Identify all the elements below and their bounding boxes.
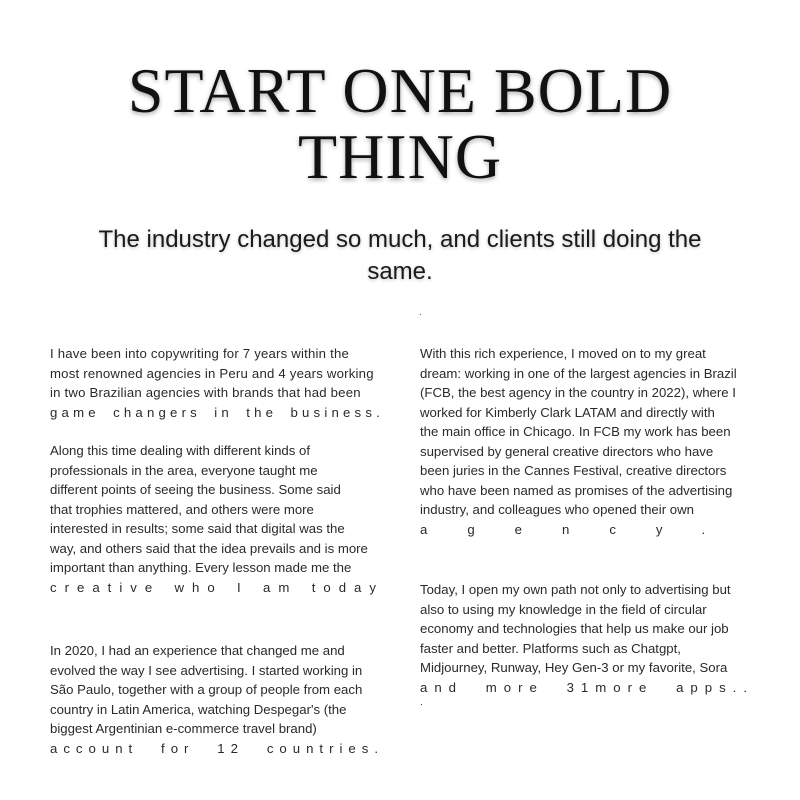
text-line: been juries in the Cannes Festival, creative directors <box>420 463 727 478</box>
trailing-dot: . <box>420 697 423 708</box>
text-line: Midjourney, Runway, Hey Gen-3 or my favorite, Sora <box>420 660 728 675</box>
text-line: also to using my knowledge in the field of circular <box>420 601 707 617</box>
text-line: agency. <box>420 521 746 537</box>
text-line: industry, and colleagues who opened their own <box>420 502 694 517</box>
text-line: that trophies mattered, and others were more <box>50 501 314 517</box>
separator-dot: . <box>419 307 422 318</box>
text-line: supervised by general creative directors who have <box>420 443 714 459</box>
text-line: I have been into copywriting for 7 years within the <box>50 346 350 361</box>
right-column <box>420 344 754 539</box>
page-title <box>0 55 800 192</box>
text-line: worked for Kimberly Clark LATAM and directly with <box>420 404 715 420</box>
text-line: who have been named as promises of the advertising <box>420 482 733 498</box>
left-paragraph-1 <box>50 344 384 403</box>
text-line: Along this time dealing with different kinds of <box>50 443 310 458</box>
text-line: São Paulo, together with a group of people from each <box>50 682 363 697</box>
left-column <box>50 344 384 597</box>
right-column-lower <box>420 580 754 709</box>
title-line-1: START ONE BOLD <box>127 55 673 126</box>
text-line: Today, I open my own path not only to advertising but <box>420 582 731 597</box>
text-line: (FCB, the best agency in the country in 2022), where I <box>420 385 736 400</box>
subtitle-line-2: same. <box>367 258 433 285</box>
text-line: country in Latin America, watching Despegar's (the <box>50 701 347 717</box>
text-line: game changers in the business. <box>50 404 384 420</box>
text-line: and more 31more apps.. <box>420 679 754 695</box>
text-line: In 2020, I had an experience that changed me and <box>50 643 345 658</box>
subtitle-line-1: The industry changed so much, and clients still doing the <box>98 226 702 253</box>
text-line: economy and technologies that help us make our job <box>420 621 729 636</box>
left-column-lower <box>50 641 384 758</box>
text-line: way, and others said that the idea prevails and is more <box>50 540 368 556</box>
text-line: account for 12 countries. <box>50 740 384 756</box>
title-line-2: THING <box>297 121 503 192</box>
left-paragraph-3 <box>50 641 384 739</box>
text-line: evolved the way I see advertising. I started working in <box>50 662 363 678</box>
text-line: the main office in Chicago. In FCB my work has been <box>420 424 731 439</box>
text-line: interested in results; some said that digital was the <box>50 521 345 536</box>
text-line: biggest Argentinian e-commerce travel brand) <box>50 721 317 736</box>
text-line: different points of seeing the business. Some said <box>50 482 341 497</box>
left-paragraph-2 <box>50 441 384 578</box>
right-paragraph-1 <box>420 344 754 520</box>
text-line: With this rich experience, I moved on to my great <box>420 346 706 361</box>
text-line: important than anything. Every lesson made me the <box>50 560 352 575</box>
subtitle <box>80 224 720 288</box>
text-line: most renowned agencies in Peru and 4 years working <box>50 365 374 381</box>
text-line: professionals in the area, everyone taught me <box>50 462 318 478</box>
text-line: dream: working in one of the largest agencies in Brazil <box>420 365 737 381</box>
text-line: in two Brazilian agencies with brands that had been <box>50 385 361 400</box>
text-line: creative who I am today <box>50 579 384 595</box>
text-line: faster and better. Platforms such as Chatgpt, <box>420 640 681 656</box>
right-paragraph-2 <box>420 580 754 678</box>
